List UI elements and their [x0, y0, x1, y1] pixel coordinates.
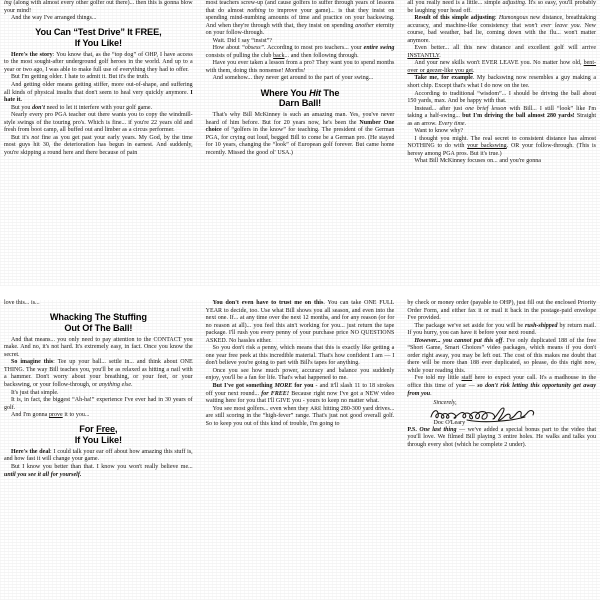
heading-line-1: You Can “Test Drive” It FREE,	[35, 27, 162, 38]
paragraph-wait: Wait. Did I say “insist”?	[212, 37, 273, 44]
signature-block	[407, 400, 596, 426]
page-bottom-column-3	[407, 300, 596, 600]
paragraph-fan-for-life: Once you see how much power, accuracy and balance you suddenly enjoy, you'll be a fan for life. That's what happened to me.	[205, 367, 395, 382]
page-top-column-2	[206, 0, 395, 286]
heading-line-1: Whacking The Stuffing	[49, 312, 147, 323]
heading-line-2: Out Of The Ball!	[64, 322, 133, 333]
paragraph-however: However... you cannot put this off. I've only duplicated 188 of the free “Short Game, Smart Choices” video packages, which means if you don't order right away, you may be left out. The cost of this makes me doubt that there will be more than 188 ever duplicated, so please, do this right now, while your reading this.	[407, 337, 597, 374]
paragraph-even-better: Even better... all this new distance and excellent golf will arrive INSTANTLY.	[407, 45, 597, 59]
paragraph-pga-teachers: Nearly every pro PGA teacher out there wants you to copy the windmill-style swings of the touring pro's. Which is fine... if you're 22 years old and fresh from boot camp, all buffed out and limber as a circus performer.	[4, 112, 193, 134]
paragraph-somehow: And somehow... they never get around to the part of your swing...	[212, 75, 374, 82]
paragraph-secret: I thought you might. The real secret to consistent distance has almost NOTHING to do with your backswing. OR your follow-through. (This is heresy among PGA pros. But it's true.)	[407, 135, 597, 157]
page-bottom-column-1	[4, 300, 193, 600]
paragraph-imagine-this: So imagine this: Tee up your ball... settle in... and think about ONE THING. The way Bill teaches you, you'll be as relaxed as hitting a nail with a hammer. Don't worry about your breathing, or your feet, or your backswing, or your follow-through, or anything else.	[4, 359, 193, 389]
ps-label: P.S.	[407, 426, 417, 433]
ps-lead: One last thing	[419, 426, 457, 433]
paragraph-result: Result of this simple adjusting: Humongous new distance, breathtaking accuracy, and machine-like consistency that won't ever leave you. New course, bad weather, bad lie, coming down with the flu... won't matter anymore.	[407, 15, 597, 44]
lead-in-deal: Here's the deal	[11, 448, 51, 455]
heading-line-2: If You Like!	[74, 434, 122, 445]
paragraph-postscript: P.S. One last thing — we've added a special bonus part to the video that you'll love. We filmed Bill playing 3 entire holes. He walks and talks you through every shot (which he complete 2 under).	[407, 426, 597, 449]
page-top-column-3	[407, 0, 596, 286]
paragraph-lesson: Have you ever taken a lesson from a pro? They want you to spend months with them, doing this nonsense! Months!	[205, 60, 395, 74]
paragraph-wont-believe: But I know you better than that. I know you won't really believe me... until you see it all for yourself.	[4, 464, 193, 478]
paragraph-take-me: Take me, for example. My backswing now resembles a guy making a short chip. Except that's what I do now on the tee.	[407, 75, 597, 90]
paragraph-rush-shipped: The package we've set aside for you will be rush-shipped by return mail. If you hurry, you can have it before your next round.	[407, 322, 596, 337]
signature-name: Doc O'Leary	[433, 418, 466, 426]
paragraph-not-fine: But it's not fine as you get past your early years. My God, by the time most guys hit 30, the deterioration has begun in earnest. And suddenly, you're skipping a round here and there because of pain	[4, 134, 193, 156]
paragraph-focus: What Bill McKinney focuses on... and you're gonna	[414, 158, 541, 165]
paragraph-screwup: most teachers screw-up (and cause golfers to suffer through years of lessons that do almost nothing to improve your game)... is that they insist on spending mind-numbing amounts of time and practice on your backswing. And when they're through with that, they insist on spending another eternity on your follow-through.	[205, 0, 395, 37]
paragraph-love-this: love this... is...	[4, 300, 40, 306]
paragraph-just-simple: It's just that simple.	[11, 389, 59, 396]
heading-for-free: For Free, If You Like!	[74, 424, 122, 445]
paragraph-instead: Instead... after just one brief lesson with Bill... I still “look” like I'm taking a half-swing... but I'm driving the ball almost 280 yards! Straight as an arrow. Every time.	[407, 105, 597, 127]
lead-in-result: Result of this simple adjusting	[414, 15, 495, 22]
paragraph-never-leave: And your new skills won't EVER LEAVE you. No matter how old, bent-over or geezer-like you get.	[407, 60, 597, 74]
lead-in-however: However... you cannot put this off	[414, 337, 503, 344]
paragraph-means-contact: And that means... you only need to pay attention to the CONTACT you make. And no, it's not hard. It's extremely easy, in fact. Once you know the secret.	[4, 336, 193, 358]
heading-whacking-the-stuffing	[4, 312, 193, 333]
paragraph-prove-it: And I'm gonna prove it to you...	[11, 412, 90, 419]
paragraph-payment: by check or money order (payable to OHP), just fill out the enclosed Priority Order Form, and either fax it or mail it back in the postage-paid envelope I've provided.	[407, 300, 597, 322]
paragraph-obsess: How about “obsess”. According to most pro teachers... your entire swing consists of pulling the club back... and then following through.	[205, 45, 395, 59]
heading-where-you-hit: Where You Hit The Darn Ball!	[260, 87, 340, 109]
paragraph-most-golfers: You see most golfers... even when they ARE hitting 280-300 yard drives... are still scoring in the “high-fever” range. That's just not good overall golf. So to keep you out of this kind of trouble, I'm going to	[205, 405, 395, 427]
lead-in-imagine: So imagine this	[11, 359, 54, 366]
paragraph-heres-the-deal: Here's the deal: I could talk your ear off about how amazing this stuff is, and how fast it will change your game.	[4, 448, 193, 463]
paragraph-simple-adjust: all you really need is a little... simple adjusting. It's so easy, you'll probably be laughing your head off.	[407, 0, 596, 14]
page-top-columns	[0, 0, 600, 286]
heading-test-drive	[4, 27, 193, 48]
paragraph-story	[4, 52, 193, 75]
lead-in-trust: You don't even have to trust me on this	[212, 300, 324, 306]
paragraph-older: But I'm getting older. I hate to admit it. But it's the truth.	[11, 74, 150, 81]
paragraph-dont-interfere: But you don't need to let it interfere with your golf game.	[11, 104, 153, 111]
paragraph-story-body: : You know that, as the “top dog” of OHP, I have access to the most sought-after underground golf heroes in the world. And up to a year or two ago, I was able to make full use of everything they had to offer.	[4, 51, 193, 73]
heading-line-2: Darn Ball!	[278, 98, 322, 109]
paragraph-expect-your-call: I've told my little staff here to expect your call. It's a madhouse in the office this time of year — so don't risk letting this opportunity get away from you.	[407, 375, 597, 397]
paragraph-stiffer: And getting older means getting stiffer, more out-of-shape, and suffering all kinds of physical insults that don't seem to heal very quickly anymore. I hate it.	[4, 82, 193, 104]
paragraph-something-more: But I've got something MORE for you - and it'll slash 11 to 18 strokes off your next round... for FREE! Because right now I've got a NEW video waiting here for you that I'll GIVE you - yours to keep no matter what.	[205, 383, 395, 405]
emphasis-dont: don't	[32, 104, 45, 111]
paragraph-arranged: And the way I've arranged things...	[11, 15, 97, 22]
page-bottom-column-2	[206, 300, 395, 600]
paragraph-wisdom: According to traditional “wisdom”... I should be driving the ball about 150 yards, max. And be happy with that.	[407, 90, 597, 105]
page-bottom-columns	[0, 300, 600, 600]
paragraph-trust-me: You don't even have to trust me on this. You can take ONE FULL YEAR to decide, too. Use what Bill shows you all season, and even into the next one. If... at any time over the next 12 months, and for any reason (or for no reason at all)... you feel this ain't working for you... just return the tape package. I'll rush you every penny of your purchase price NO QUESTIONS ASKED. No hassles either.	[205, 300, 395, 344]
paragraph-mckinney: That's why Bill McKinney is such an amazing man. Yes, you've never heard of him before. But for 20 years now, he's been the Number One choice of “golfers in the know” for teaching. The president of the German PGA, for crying out loud, begged Bill to come be a German pro. (He stayed for 10 years, changing the “look” of European golf forever. But came home recently. Missed the good ol' USA.)	[205, 112, 395, 156]
lead-in-heres-the-story: Here's the story	[11, 51, 53, 58]
signature-closing: Sincerely,	[433, 400, 457, 407]
scanned-page-bottom	[0, 300, 600, 600]
paragraph-runon: ing (along with almost every other golfer out there)... then this is gonna blow your mind!	[4, 0, 193, 14]
paragraph-no-risk: So you don't risk a penny, which means that this is exactly like getting a one year free peek at this incredible material. That's how confident I am — I don't believe you're going to part with Bill's tapes for anything.	[205, 345, 395, 367]
scanned-page-top	[0, 0, 600, 286]
paragraph-ahha: It is, in fact, the biggest “Ah-ha!” experience I've ever had in 30 years of golf.	[4, 397, 193, 411]
lead-in-take-me: Take me, for example	[414, 75, 473, 82]
page-top-column-1	[4, 0, 193, 286]
paragraph-want-why: Want to know why?	[414, 128, 464, 135]
heading-line-2: If You Like!	[74, 37, 122, 48]
